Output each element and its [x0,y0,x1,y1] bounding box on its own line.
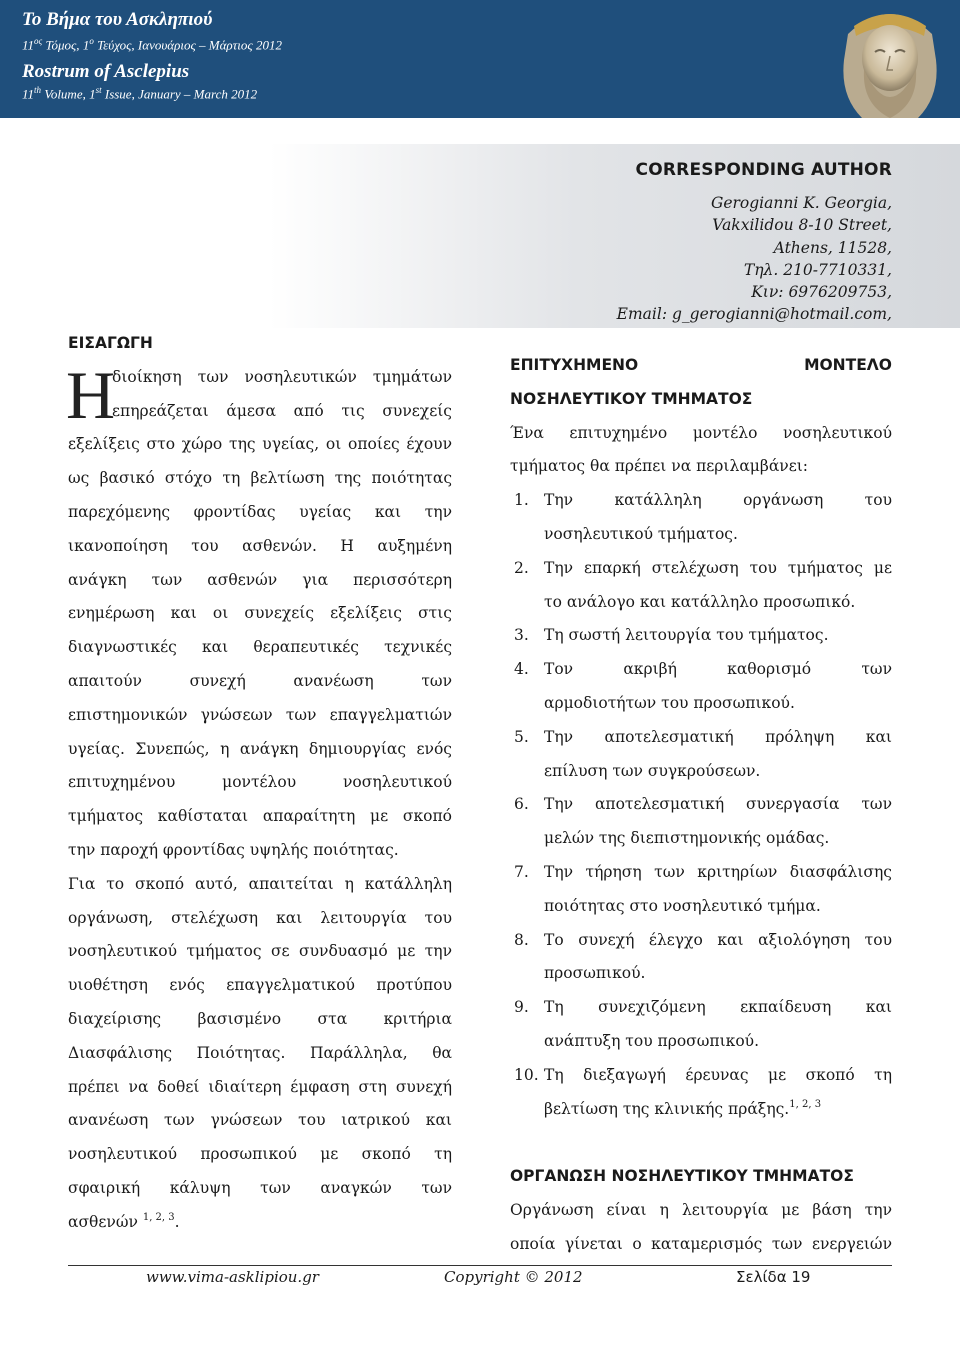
text-line: τμήματος θα πρέπει να περιλαμβάνει: [510,457,809,476]
corresponding-author-details [617,192,892,326]
text-line: την παροχή φροντίδας υψηλής ποιότητας. [68,840,399,859]
list-item: 9. Τη συνεχιζόμενη εκπαίδευση και ανάπτυξη του προσωπικού. [514,998,892,1050]
model-requirements-list [510,484,892,1126]
list-item: 1. Την κατάλληλη οργάνωση του νοσηλευτικού τμήματος. [514,491,892,543]
text-line: διαγνωστικές και θεραπευτικές τεχνικές [68,638,452,657]
text-line: ως βασικό στόχο τη βελτίωση της ποιότητας [68,469,452,488]
left-column [68,327,452,1240]
text-line: επιστημονικών γνώσεων των επαγγελματιών [68,705,452,724]
list-item: 6. Την αποτελεσματική συνεργασία των μελών της διεπιστημονικής ομάδας. [514,795,892,848]
text-line: επηρεάζεται άμεσα από τις συνεχείς [112,401,452,420]
issue-info-english: 11th Volume, 1st Issue, January – March 2012 [22,85,258,102]
journal-title-greek: Το Βήμα του Ασκληπιού [22,9,213,30]
section-heading-successful-model: ΕΠΙΤΥΧΗΜΕΝΟ ΜΟΝΤΕΛΟ [510,356,892,374]
text-line: διαχείρισης βασισμένο στα κριτήρια [68,1009,452,1028]
text-line: ασθενών $^{1, 2, 3}$. [68,1211,180,1231]
text-line: υιοθέτηση ενός επαγγελματικού προτύπου [68,976,452,995]
author-line: Athens, 11528, [773,238,892,257]
corresponding-author-title: CORRESPONDING AUTHOR [635,160,892,180]
text-line: επιτυχημένου μοντέλου νοσηλευτικού [68,773,452,792]
text-line: τμήματος καθίσταται απαραίτητη με σκοπό [68,807,452,826]
text-line: οποία γίνεται ο καταμερισμός των ενεργειών [510,1234,892,1253]
text-line: πρέπει να δοθεί ιδιαίτερη έμφαση στη συνεχή [68,1077,452,1096]
issue-info-greek: $11^{o\varsigma}$ Τόμος, $1^o$ Τεύχος, Ιανουάριος – Μάρτιος 2012 [22,36,282,53]
journal-title-english: Rostrum of Asclepius [22,61,190,82]
text-line: υγείας. Συνεπώς, η ανάγκη δημιουργίας ενός [68,739,452,758]
purpose-paragraph [68,868,452,1240]
author-line: Κιν: 6976209753, [751,283,892,302]
text-line: ενημέρωση και οι συνεχείς εξελίξεις στις [68,604,452,623]
list-item: 4. Τον ακριβή καθορισμό των αρμοδιοτήτων του προσωπικού. [514,660,892,712]
text-line: νοσηλευτικού τμήματος σε συνδυασμό με την [68,942,452,961]
author-line: Τηλ. 210-7710331, [743,260,892,279]
text-line: ανάγκη των ασθενών για περισσότερη [68,570,452,589]
list-item: 7. Την τήρηση των κριτηρίων διασφάλισης ποιότητας στο νοσηλευτικό τμήμα. [514,862,892,915]
asclepius-bust-icon [820,0,960,118]
text-line: οργάνωση, στελέχωση και λειτουργία του [68,908,452,927]
list-item: 8. Το συνεχή έλεγχο και αξιολόγηση του προσωπικού. [514,930,892,983]
text-line: διοίκηση των νοσηλευτικών τμημάτων [112,367,452,386]
drop-cap: Η [66,356,116,433]
text-line: νοσηλευτικού προσωπικού με σκοπό τη [68,1145,452,1164]
list-item: 2. Την επαρκή στελέχωση του τμήματος με το ανάλογο και κατάλληλο προσωπικό. [514,558,892,611]
citation-ref: 1, 2, 3 [789,1098,822,1110]
text-line: παρεχόμενης φροντίδας υγείας και την [68,502,452,521]
right-column [510,349,892,1262]
citation-ref: 1, 2, 3 [142,1211,175,1223]
intro-paragraph-opening [66,356,452,433]
list-item: 5. Την αποτελεσματική πρόληψη και επίλυση των συγκρούσεων. [514,727,892,780]
footer-divider [68,1265,892,1266]
text-line: σφαιρική κάλυψη των αναγκών των [68,1178,452,1197]
journal-banner [0,0,960,118]
list-item: 10. Τη διεξαγωγή έρευνας με σκοπό τη βελτίωση της κλινικής πράξης.$^{1, 2, 3}$ [514,1065,892,1118]
text-line: Για το σκοπό αυτό, απαιτείται η κατάλληλη [68,874,452,893]
section-heading-department-organization: ΟΡΓΑΝΩΣΗ ΝΟΣΗΛΕΥΤΙΚΟΥ ΤΜΗΜΑΤΟΣ [510,1167,854,1186]
text-line: ικανοποίηση του ασθενών. Η αυξημένη [68,536,452,555]
list-item: 3. Τη σωστή λειτουργία του τμήματος. [514,626,829,645]
text-line: απαιτούν συνεχή ανανέωση των [68,671,452,690]
text-line: ανανέωση των γνώσεων του ιατρικού και [68,1111,452,1130]
text-line: Ένα επιτυχημένο μοντέλο νοσηλευτικού [510,423,892,442]
author-line: Vakxilidou 8-10 Street, [712,216,892,235]
section-heading-introduction: ΕΙΣΑΓΩΓΗ [68,334,153,352]
author-email: Email: g_gerogianni@hotmail.com, [616,305,892,324]
author-line: Gerogianni K. Georgia, [710,194,892,212]
section-heading-successful-model-cont: ΝΟΣΗΛΕΥΤΙΚΟΥ ΤΜΗΜΑΤΟΣ [510,389,753,408]
footer-website-link[interactable]: www.vima-asklipiou.gr [146,1268,319,1286]
intro-paragraph [68,428,452,867]
footer-copyright: Copyright © 2012 [444,1268,583,1286]
footer-page-number: Σελίδα 19 [736,1268,811,1286]
text-line: Διασφάλισης Ποιότητας. Παράλληλα, θα [68,1043,452,1062]
text-line: Οργάνωση είναι η λειτουργία με βάση την [510,1200,892,1219]
text-line: εξελίξεις στο χώρο της υγείας, οι οποίες έχουν [68,435,452,454]
